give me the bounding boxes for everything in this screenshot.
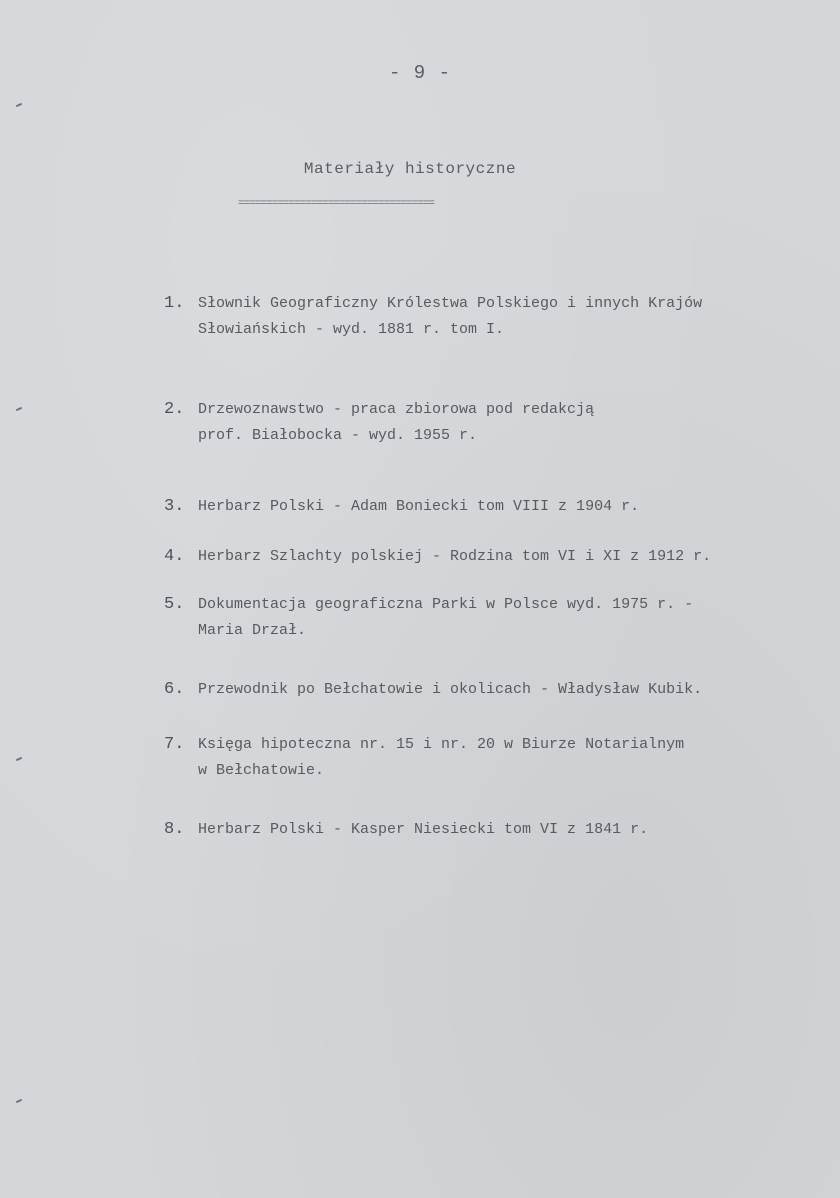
item-text: Księga hipoteczna nr. 15 i nr. 20 w Biurze Notarialnym [198,736,685,753]
list-item [164,817,824,843]
item-text: Drzewoznawstwo - praca zbiorowa pod redakcją [198,401,595,418]
item-number: 3. [164,497,185,516]
item-text-continuation: Słowiańskich - wyd. 1881 r. tom I. [198,321,505,338]
list-item [164,494,824,520]
item-number: 6. [164,680,185,699]
heading-underline: =================================== [238,200,435,208]
margin-punch-mark [16,407,22,411]
list-item [164,291,824,343]
margin-punch-mark [16,1099,22,1103]
item-number: 1. [164,294,185,313]
item-text: Przewodnik po Bełchatowie i okolicach - Władysław Kubik. [198,681,703,698]
page-number: - 9 - [388,62,451,84]
item-number: 5. [164,595,185,614]
item-number: 7. [164,735,185,754]
item-number: 2. [164,400,185,419]
list-item [164,732,824,784]
item-number: 4. [164,547,185,566]
margin-punch-mark [16,103,22,107]
margin-punch-mark [16,757,22,761]
item-text: Herbarz Polski - Adam Boniecki tom VIII z 1904 r. [198,498,640,515]
list-item [164,397,824,449]
list-item [164,677,824,703]
item-text: Dokumentacja geograficzna Parki w Polsce wyd. 1975 r. - [198,596,694,613]
section-heading: Materiały historyczne [303,160,517,178]
item-text: Słownik Geograficzny Królestwa Polskiego i innych Krajów [198,295,703,312]
list-item [164,592,824,644]
item-text-continuation: w Bełchatowie. [198,762,325,779]
item-text: Herbarz Polski - Kasper Niesiecki tom VI z 1841 r. [198,821,649,838]
list-item [164,544,824,570]
item-text-continuation: Maria Drzał. [198,622,307,639]
item-number: 8. [164,820,185,839]
item-text-continuation: prof. Białobocka - wyd. 1955 r. [198,427,478,444]
item-text: Herbarz Szlachty polskiej - Rodzina tom VI i XI z 1912 r. [198,548,712,565]
